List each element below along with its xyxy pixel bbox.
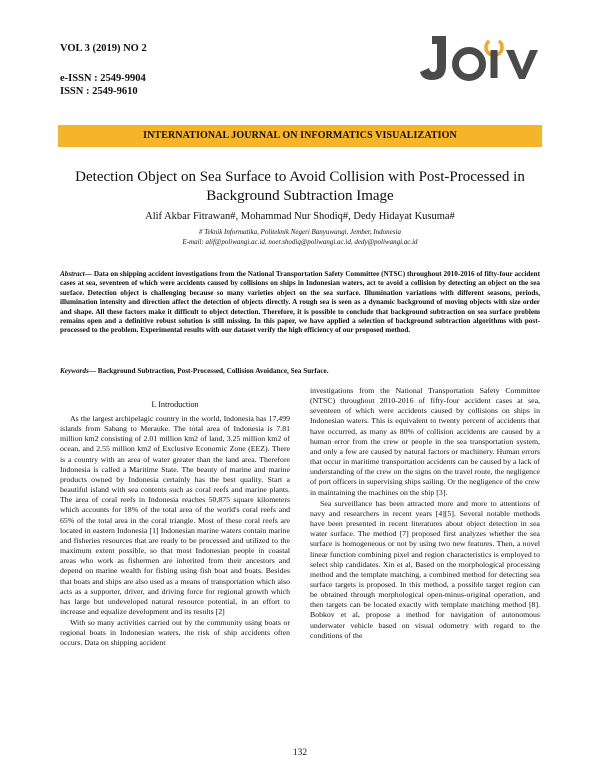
keywords <box>60 367 540 376</box>
eissn-label: e-ISSN : 2549-9904 <box>60 73 146 84</box>
paragraph: Sea surveillance has been attracted more and more to attentions of navy and researchers in recent years [4][5]. Several notable methods have been presented in recent literatures about object detection in sea water surface. The method [7] proposed first analyzes whether the sea surface is homogeneous or not by using two new features. Then, a novel linear function combining pixel and region characteristics is employed to select ship candidates. Xin et al, Based on the morphological processing method and the template matching, a combined method for detecting sea surface targets is proposed. In this method, a possible target region can be obtained through morphological open-minus-original operation, and then targets can be located exactly with template matching method [8]. Bobkov et al, propose a method for navigation of autonomous underwater vehicle based on visual odometry with regard to the conditions of the <box>310 498 540 640</box>
keywords-text: — Background Subtraction, Post-Processed, Collision Avoidance, Sea Surface. <box>88 367 329 375</box>
journal-banner: INTERNATIONAL JOURNAL ON INFORMATICS VISUALIZATION <box>58 125 542 147</box>
paragraph: As the largest archipelagic country in the world, Indonesia has 17,499 islands from Sabang to Merauke. The total area of Indonesia is 7.81 million km2 consisting of 2.01 million km2 of land, 3.25 million km2 of ocean, and 2.55 million km2 of Exclusive Economic Zone (EEZ). There is a country with an area of water greater than the land area. Therefore Indonesia is called a Maritime State. The beauty of marine and marine products owned by Indonesia certainly has the best quality. Start a beautiful island with sea contents such as coral reefs and marine plants. The area of coral reefs in Indonesia reaches 50,875 square kilometers which accounts for 18% of the total area of the world's coral reefs and 65% of the total area in the coral triangle. Most of these coral reefs are located in eastern Indonesia [1] Indonesian marine waters contain marine and fisheries resources that are ready to be processed and utilized to the maximum extent possible, so that most Indonesian people in coastal areas who work as fishermen are inherited from their ancestors and depend on marine wealth for fishing using fish boat and boats. Besides that boats and ships are also used as a means of transportation which also acts as a supporter, driver, and driving force for regional growth which has large but undeveloped natural resource potential, in an effort to increase and equalize development and its results [2] <box>60 414 290 616</box>
journal-info <box>60 42 147 98</box>
joiv-logo <box>418 28 548 84</box>
volume-label: VOL 3 (2019) NO 2 <box>60 43 147 54</box>
issn-label: ISSN : 2549-9610 <box>60 86 138 97</box>
page-number: 132 <box>292 748 308 758</box>
affiliation-block <box>58 228 542 247</box>
paragraph: With so many activities carried out by the community using boats or regional boats in Indonesian waters, the risk of ship accidents often occurs. Data on shipping accident <box>60 618 290 648</box>
author-list: Alif Akbar Fitrawan#, Mohammad Nur Shodiq#, Dedy Hidayat Kusuma# <box>145 211 455 222</box>
keywords-label: Keywords <box>60 367 89 375</box>
abstract <box>60 270 540 336</box>
left-column <box>60 400 290 649</box>
abstract-label: Abstract <box>60 270 85 278</box>
section-heading: I. Introduction <box>151 400 199 409</box>
logo-letter-i <box>491 50 498 78</box>
paper-title: Detection Object on Sea Surface to Avoid Collision with Post-Processed in Background Subtraction Image <box>75 169 525 204</box>
paragraph: investigations from the National Transportation Safety Committee (NTSC) throughout 2010-2016 of fifty-four accident cases at sea, seventeen of which were accidents caused by collisions on ships in Indonesian waters. This is equivalent to twenty percent of accidents that have occurred, as many as 80% of collision accidents are caused by a human error from the crew or people in the sea transportation system, and only a few are caused by natural factors or machinery. Human errors that occur in maritime transportation accidents can be caused by a lack of understanding of the crew on the signs on the travel route, the negligence of port officers in supervising ships sailing. Or the negligence of the crew in maintaining the machines on the ship [3]. <box>310 386 540 497</box>
logo-letter-j <box>420 36 446 80</box>
email-list: E-mail: alif@poliwangi.ac.id, noer.shodiq@poliwangi.ac.id, dedy@poliwangi.ac.id <box>182 237 418 246</box>
logo-letter-v <box>506 50 538 79</box>
affiliation: # Teknik Informatika, Politeknik Negeri Banyuwangi, Jember, Indonesia <box>199 228 401 236</box>
abstract-text: — Data on shipping accident investigations from the National Transportation Safety Committee (NTSC) throughout 2010-2016 of fifty-four accident cases at sea, seventeen of which were accidents caused by collisions on ships in Indonesian waters, act to avoid a collision by detecting an object on the sea surface. Detection object is challenging because so many varieties object on the sea surface. Illumination variations with different seasons, periods, illumination intensity and direction affect the detection of objects directly. A rough sea is seen as a dynamic background of moving objects with size order and shape. All these factors make it difficult to object detection. Therefore, it is possible to conclude that background subtraction on sea surface problem remains open and a definitive robust solution is still missing. In this paper, we have applied a selection of background subtraction algorithms with post-processed to the problem. Experimental results with our dataset verify the high efficiency of our proposed method. <box>60 270 540 335</box>
logo-letter-o <box>456 51 483 78</box>
right-column <box>310 386 540 641</box>
